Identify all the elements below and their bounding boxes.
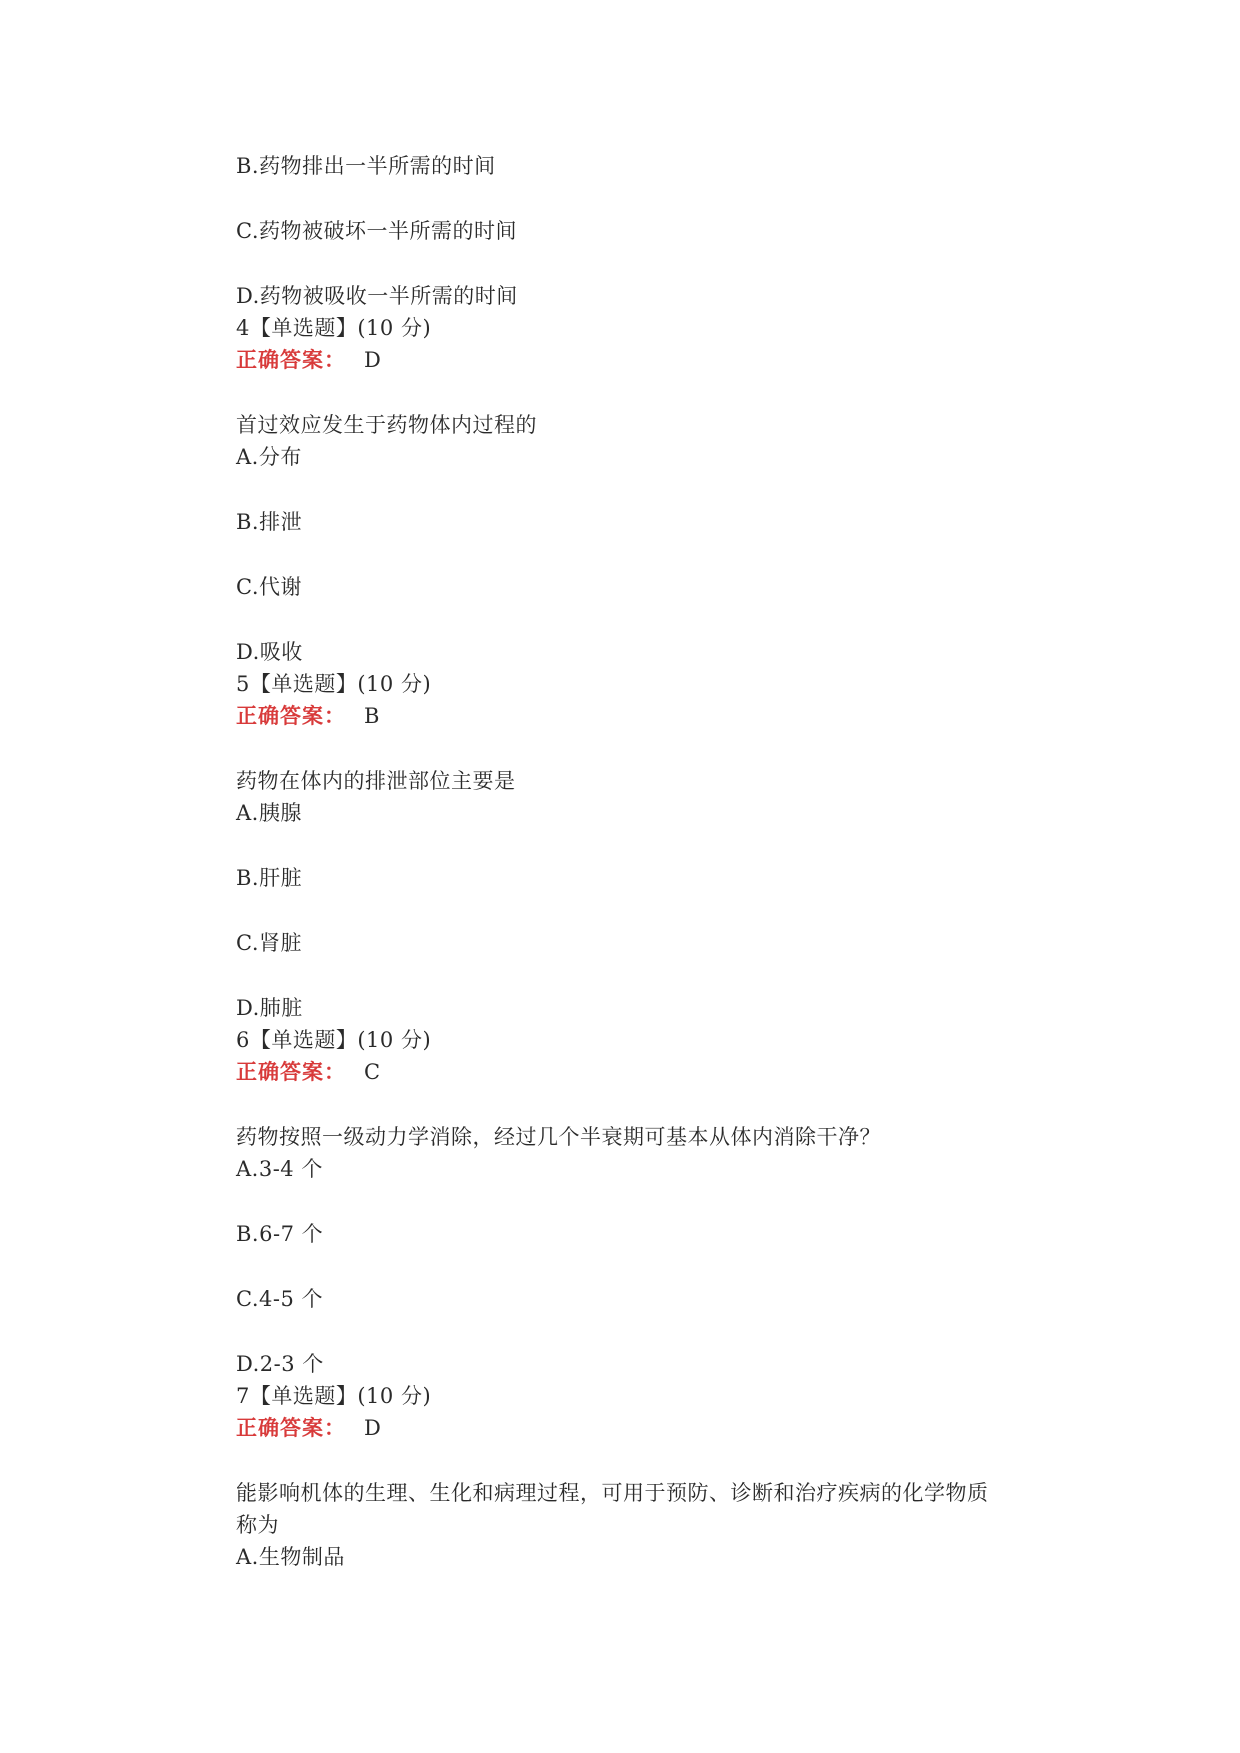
answer-row-5	[236, 702, 380, 730]
option-d-q4: D.吸收	[236, 640, 303, 664]
answer-label: 正确答案：	[236, 1415, 346, 1440]
answer-label: 正确答案：	[236, 1059, 346, 1084]
answer-value: D	[364, 1416, 382, 1440]
question-text-6: 药物按照一级动力学消除，经过几个半衰期可基本从体内消除干净？	[236, 1125, 881, 1149]
option-c-q3: C.药物被破坏一半所需的时间	[236, 219, 517, 243]
question-header-6: 6【单选题】(10 分)	[236, 1028, 432, 1052]
option-a-q4: A.分布	[236, 445, 302, 469]
option-b-q6: B.6-7 个	[236, 1222, 324, 1246]
option-c-q4: C.代谢	[236, 575, 302, 599]
option-a-q6: A.3-4 个	[236, 1157, 323, 1181]
question-text-7: 能影响机体的生理、生化和病理过程，可用于预防、诊断和治疗疾病的化学物质	[236, 1481, 989, 1505]
answer-row-6	[236, 1058, 381, 1086]
option-c-q5: C.肾脏	[236, 931, 302, 955]
answer-value: D	[364, 348, 382, 372]
option-a-q7: A.生物制品	[236, 1545, 345, 1569]
option-b-q3: B.药物排出一半所需的时间	[236, 154, 496, 178]
answer-row-7	[236, 1414, 381, 1442]
answer-label: 正确答案：	[236, 703, 346, 728]
option-d-q3: D.药物被吸收一半所需的时间	[236, 284, 518, 308]
question-header-4: 4【单选题】(10 分)	[236, 316, 432, 340]
question-text-5: 药物在体内的排泄部位主要是	[236, 769, 516, 793]
option-a-q5: A.胰腺	[236, 801, 302, 825]
answer-label: 正确答案：	[236, 347, 346, 372]
answer-value: C	[364, 1060, 381, 1084]
question-header-7: 7【单选题】(10 分)	[236, 1384, 432, 1408]
question-text-4: 首过效应发生于药物体内过程的	[236, 413, 537, 437]
option-b-q5: B.肝脏	[236, 866, 303, 890]
option-d-q6: D.2-3 个	[236, 1352, 324, 1376]
question-header-5: 5【单选题】(10 分)	[236, 672, 432, 696]
question-text-7-cont: 称为	[236, 1513, 279, 1537]
option-d-q5: D.肺脏	[236, 996, 303, 1020]
option-b-q4: B.排泄	[236, 510, 303, 534]
answer-value: B	[364, 704, 380, 728]
option-c-q6: C.4-5 个	[236, 1287, 323, 1311]
answer-row-4	[236, 346, 381, 374]
